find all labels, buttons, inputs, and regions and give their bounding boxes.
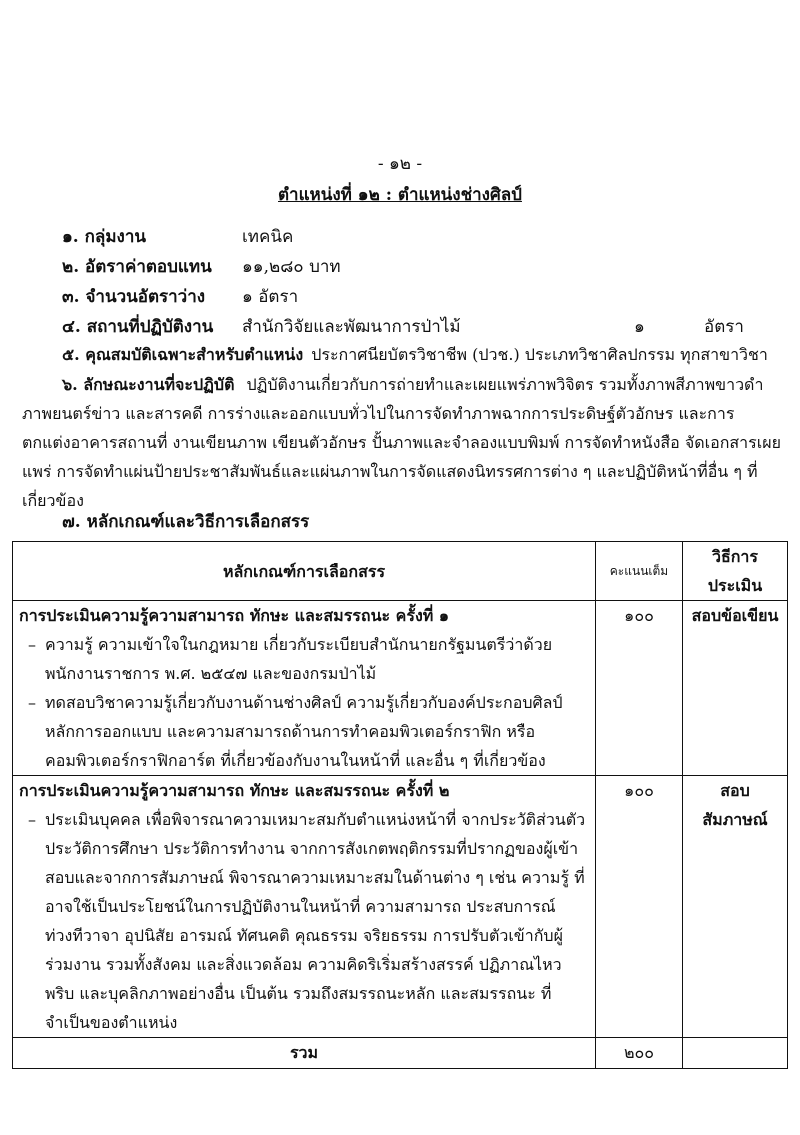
item-label: ๖. ลักษณะงานที่จะปฏิบัติ	[62, 375, 235, 394]
list-item	[19, 630, 589, 688]
page-number: - ๑๒ -	[377, 154, 423, 174]
dash-bullet-icon: –	[28, 635, 36, 654]
method-cell: สอบข้อเขียน	[683, 601, 788, 776]
header-method: วิธีการประเมิน	[683, 542, 788, 601]
table-row	[13, 601, 788, 776]
item-count: ๑	[634, 317, 645, 337]
dash-bullet-icon: –	[28, 693, 36, 712]
bullet-text: ทดสอบวิชาความรู้เกี่ยวกับงานด้านช่างศิลป์ ความรู้เกี่ยวกับองค์ประกอบศิลป์ หลักการออกแบบ และความสามารถด้านการทำคอมพิวเตอร์กราฟิก หรือคอมพิวเตอร์กราฟิกอาร์ต ที่เกี่ยวข้องกับงานในหน้าที่ และอื่น ๆ ที่เกี่ยวข้อง	[45, 693, 563, 770]
item-label: ๗. หลักเกณฑ์และวิธีการเลือกสรร	[62, 512, 310, 532]
item-value: เทคนิค	[242, 227, 294, 247]
item-value: ๑ อัตรา	[242, 287, 299, 307]
criteria-table	[12, 541, 788, 1069]
dash-bullet-icon: –	[28, 810, 36, 829]
criteria-cell	[13, 776, 596, 1038]
table-row	[13, 776, 788, 1038]
criteria-cell	[13, 601, 596, 776]
item-vacancies	[62, 283, 298, 310]
list-item	[19, 805, 589, 1037]
item-job-description	[22, 370, 782, 515]
total-method-empty	[683, 1038, 788, 1069]
header-score: คะแนนเต็ม	[596, 542, 683, 601]
item-qualifications	[62, 343, 768, 368]
item-salary	[62, 253, 341, 280]
item-work-group	[62, 223, 293, 250]
item-label: ๓. จำนวนอัตราว่าง	[62, 287, 206, 307]
bullet-text: ความรู้ ความเข้าใจในกฎหมาย เกี่ยวกับระเบียบสำนักนายกรัฐมนตรีว่าด้วยพนักงานราชการ พ.ศ. ๒๕๔๗ และของกรมป่าไม้	[45, 635, 553, 683]
section-heading: การประเมินความรู้ความสามารถ ทักษะ และสมรรถนะ ครั้งที่ ๑	[19, 606, 450, 625]
item-value: สำนักวิจัยและพัฒนาการป่าไม้	[242, 317, 461, 337]
document-title: ตำแหน่งที่ ๑๒ : ตำแหน่งช่างศิลป์	[278, 185, 522, 205]
item-label: ๑. กลุ่มงาน	[62, 227, 147, 247]
header-criteria: หลักเกณฑ์การเลือกสรร	[13, 542, 596, 601]
bullet-text: ประเมินบุคคล เพื่อพิจารณาความเหมาะสมกับตำแหน่งหน้าที่ จากประวัติส่วนตัว ประวัติการศึกษา ประวัติการทำงาน จากการสังเกตพฤติกรรมที่ปรากฏของผู้เข้าสอบและจากการสัมภาษณ์ พิจารณาความเหมาะสมในด้านต่าง ๆ เช่น ความรู้ ที่อาจใช้เป็นประโยชน์ในการปฏิบัติงานในหน้าที่ ความสามารถ ประสบการณ์ ท่วงทีวาจา อุปนิสัย อารมณ์ ทัศนคติ คุณธรรม จริยธรรม การปรับตัวเข้ากับผู้ร่วมงาน รวมทั้งสังคม และสิ่งแวดล้อม ความคิดริเริ่มสร้างสรรค์ ปฏิภาณไหวพริบ และบุคลิกภาพอย่างอื่น เป็นต้น รวมถึงสมรรถนะหลัก และสมรรถนะ ที่จำเป็นของตำแหน่ง	[45, 810, 586, 1032]
table-header-row	[13, 542, 788, 601]
item-value: ประกาศนียบัตรวิชาชีพ (ปวช.) ประเภทวิชาศิลปกรรม ทุกสาขาวิชา	[311, 345, 768, 364]
total-label: รวม	[13, 1038, 596, 1069]
item-workplace	[62, 313, 744, 340]
total-score: ๒๐๐	[596, 1038, 683, 1069]
section-heading: การประเมินความรู้ความสามารถ ทักษะ และสมรรถนะ ครั้งที่ ๒	[19, 781, 450, 800]
score-cell: ๑๐๐	[596, 776, 683, 1038]
item-selection-criteria	[62, 508, 309, 535]
method-cell: สอบสัมภาษณ์	[683, 776, 788, 1038]
item-label: ๔. สถานที่ปฏิบัติงาน	[62, 317, 214, 337]
item-label: ๒. อัตราค่าตอบแทน	[62, 257, 212, 277]
list-item	[19, 688, 589, 775]
item-label: ๕. คุณสมบัติเฉพาะสำหรับตำแหน่ง	[62, 345, 304, 364]
item-value: ๑๑,๒๘๐ บาท	[242, 257, 341, 277]
total-row	[13, 1038, 788, 1069]
item-unit: อัตรา	[704, 317, 744, 337]
score-cell: ๑๐๐	[596, 601, 683, 776]
item-value: ปฏิบัติงานเกี่ยวกับการถ่ายทำและเผยแพร่ภาพวิจิตร รวมทั้งภาพสีภาพขาวดำ ภาพยนตร์ข่าว และสารคดี การร่างและออกแบบทั่วไปในการจัดทำภาพฉากการประดิษฐ์ตัวอักษร และการตกแต่งอาคารสถานที่ งานเขียนภาพ เขียนตัวอักษร ปั้นภาพและจำลองแบบพิมพ์ การจัดทำหนังสือ จัดเอกสารเผยแพร่ การจัดทำแผ่นป้ายประชาสัมพันธ์และแผ่นภาพในการจัดแสดงนิทรรศการต่าง ๆ และปฏิบัติหน้าที่อื่น ๆ ที่เกี่ยวข้อง	[22, 375, 781, 510]
